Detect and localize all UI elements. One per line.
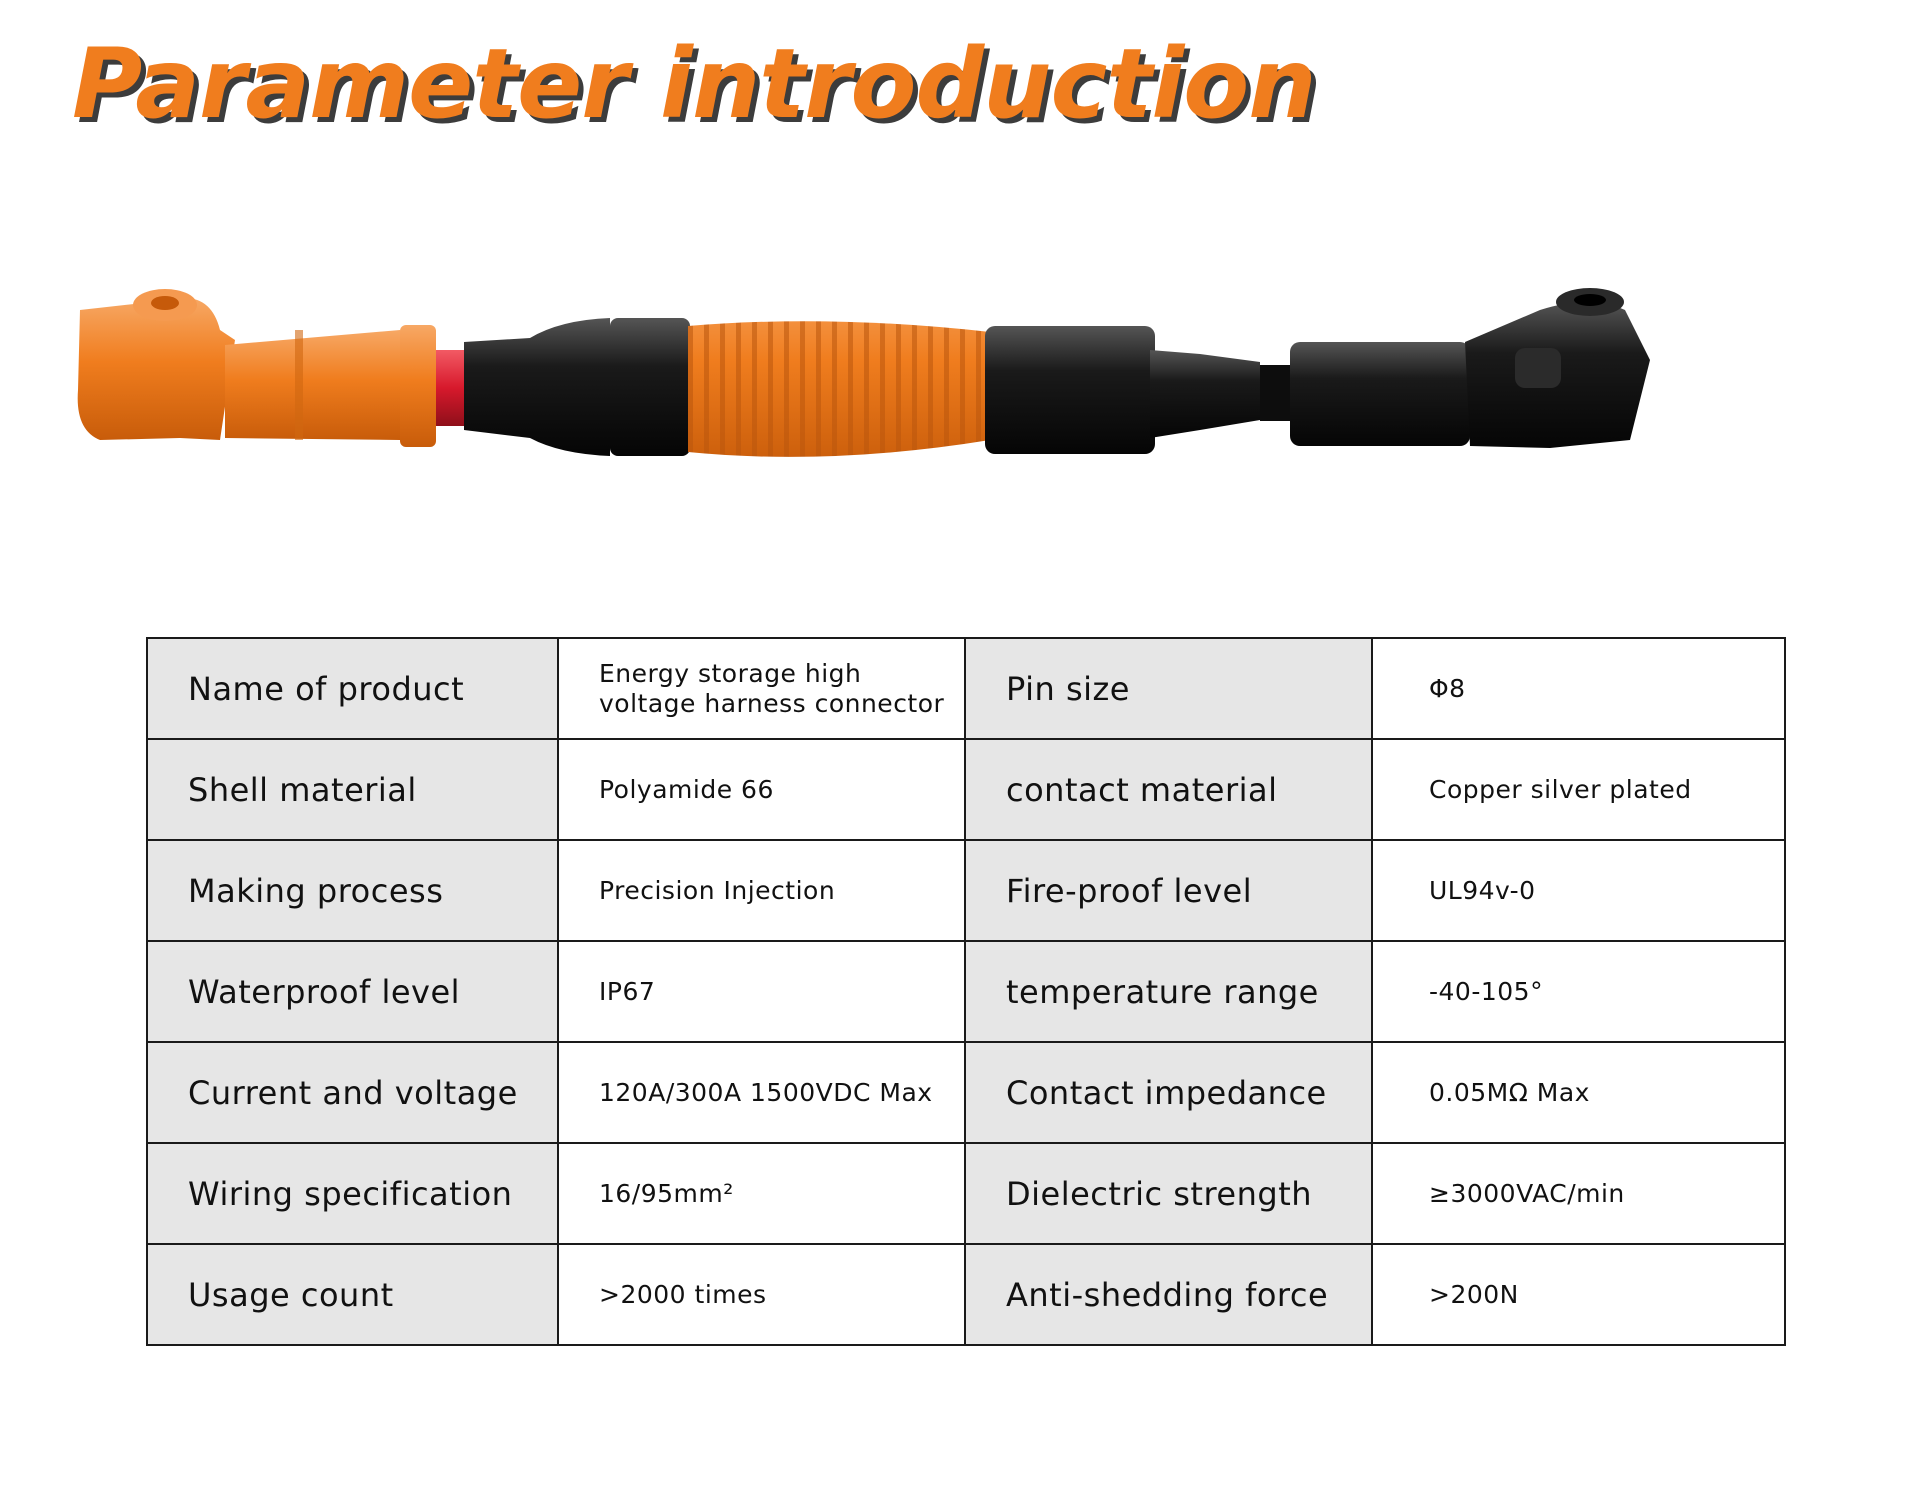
spec-label: Wiring specification — [147, 1143, 558, 1244]
spec-label: Contact impedance — [965, 1042, 1372, 1143]
spec-value: UL94v-0 — [1372, 840, 1785, 941]
spec-value: 120A/300A 1500VDC Max — [558, 1042, 965, 1143]
spec-value: >2000 times — [558, 1244, 965, 1345]
table-row — [147, 840, 1785, 941]
spec-label: Anti-shedding force — [965, 1244, 1372, 1345]
spec-label: Usage count — [147, 1244, 558, 1345]
spec-label: Shell material — [147, 739, 558, 840]
spec-label: Name of product — [147, 638, 558, 739]
spec-value: 16/95mm² — [558, 1143, 965, 1244]
black-plug-icon — [1290, 288, 1650, 448]
spec-label: Making process — [147, 840, 558, 941]
table-row — [147, 638, 1785, 739]
spec-label: contact material — [965, 739, 1372, 840]
spec-value: Energy storage high voltage harness connector — [558, 638, 965, 739]
specification-table — [146, 637, 1786, 1346]
spec-value: Copper silver plated — [1372, 739, 1785, 840]
spec-label: temperature range — [965, 941, 1372, 1042]
table-row — [147, 1143, 1785, 1244]
spec-value: IP67 — [558, 941, 965, 1042]
spec-value: >200N — [1372, 1244, 1785, 1345]
corrugated-conduit-icon — [688, 321, 990, 457]
table-row — [147, 1244, 1785, 1345]
table-row — [147, 941, 1785, 1042]
spec-label: Dielectric strength — [965, 1143, 1372, 1244]
spec-value: Polyamide 66 — [558, 739, 965, 840]
table-row — [147, 739, 1785, 840]
spec-value: Precision Injection — [558, 840, 965, 941]
orange-plug-icon — [78, 289, 464, 447]
high-voltage-harness-connector-photo — [70, 270, 1870, 530]
spec-value: Φ8 — [1372, 638, 1785, 739]
spec-value: 0.05MΩ Max — [1372, 1042, 1785, 1143]
table-row — [147, 1042, 1785, 1143]
spec-label: Fire-proof level — [965, 840, 1372, 941]
spec-label: Current and voltage — [147, 1042, 558, 1143]
spec-value: ≥3000VAC/min — [1372, 1143, 1785, 1244]
spec-label: Pin size — [965, 638, 1372, 739]
page-title: Parameter introduction — [72, 28, 1316, 140]
spec-label: Waterproof level — [147, 941, 558, 1042]
spec-value: -40-105° — [1372, 941, 1785, 1042]
